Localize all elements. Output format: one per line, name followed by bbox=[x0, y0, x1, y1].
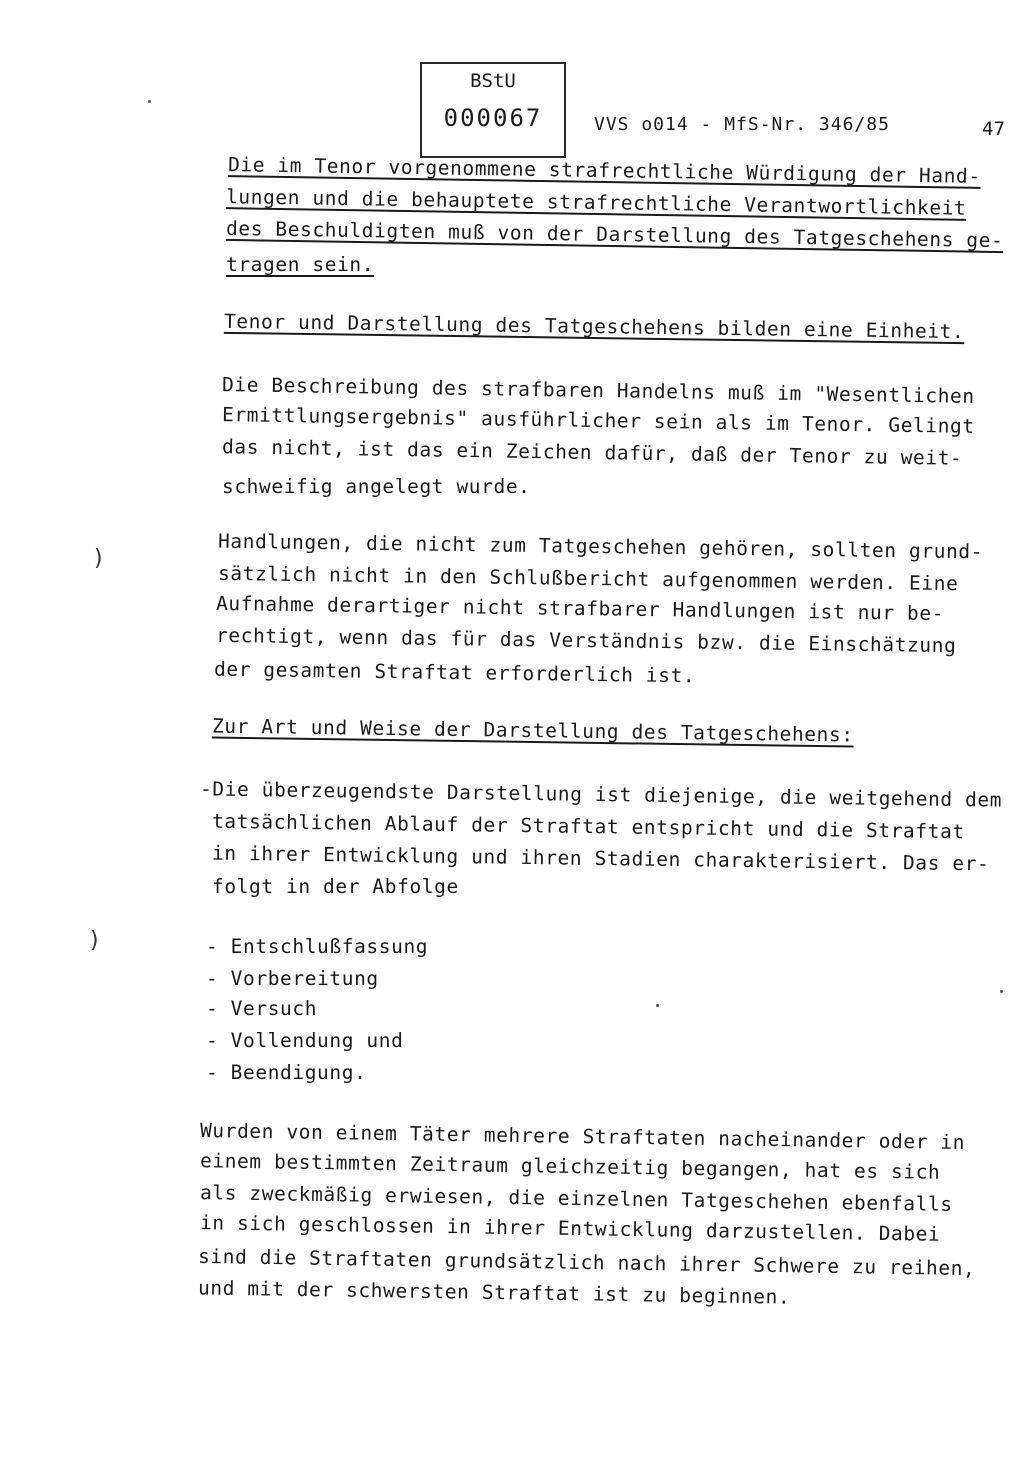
p5-line: sind die Straftaten grundsätzlich nach ihrer Schwere zu reihen, bbox=[197, 1244, 976, 1281]
p2-line: das nicht, ist das ein Zeichen dafür, daß der Tenor zu weit- bbox=[221, 435, 963, 470]
p3-line: sätzlich nicht in den Schlußbericht aufgenommen werden. Eine bbox=[217, 561, 959, 596]
p3-line: Aufnahme derartiger nicht strafbarer Handlungen ist nur be- bbox=[215, 591, 945, 626]
p1-line: lungen und die behauptete strafrechtliche Verantwortlichkeit bbox=[225, 185, 967, 220]
margin-bracket-mark: ) bbox=[92, 546, 106, 571]
p5-line: in sich geschlossen in ihrer Entwicklung darzustellen. Dabei bbox=[199, 1211, 941, 1246]
p1-line: tragen sein. bbox=[226, 253, 375, 276]
list-item: - Entschlußfassung bbox=[206, 935, 429, 958]
scan-speck bbox=[656, 1004, 659, 1007]
scan-speck bbox=[148, 100, 151, 103]
p4-line: in ihrer Entwicklung und ihren Stadien charakterisiert. Das er- bbox=[211, 841, 990, 876]
document-reference: VVS o014 - MfS-Nr. 346/85 bbox=[594, 114, 890, 135]
heading-tenor: Tenor und Darstellung des Tatgeschehens bilden eine Einheit. bbox=[223, 309, 965, 344]
p2-line: schweifig angelegt wurde. bbox=[222, 475, 531, 498]
p5-line: und mit der schwersten Straftat ist zu beginnen. bbox=[197, 1276, 791, 1309]
p2-line: Ermittlungsergebnis" ausführlicher sein als im Tenor. Gelingt bbox=[221, 403, 975, 438]
heading-darstellung: Zur Art und Weise der Darstellung des Tatgeschehens: bbox=[211, 714, 854, 747]
p5-line: als zweckmäßig erwiesen, die einzelnen Tatgeschehen ebenfalls bbox=[199, 1181, 953, 1216]
p4-line: -Die überzeugendste Darstellung ist diejenige, die weitgehend dem bbox=[199, 777, 1003, 812]
p3-line: Handlungen, die nicht zum Tatgeschehen gehören, sollten grund- bbox=[217, 529, 984, 564]
p4-line: folgt in der Abfolge bbox=[212, 875, 459, 898]
page-number: 47 bbox=[982, 118, 1005, 140]
p4-line: tatsächlichen Ablauf der Straftat entspricht und die Straftat bbox=[211, 809, 965, 844]
list-item: - Versuch bbox=[206, 997, 318, 1020]
p5-line: Wurden von einem Täter mehrere Straftaten nacheinander oder in bbox=[199, 1118, 966, 1155]
p5-line: einem bestimmten Zeitraum gleichzeitig begangen, hat es sich bbox=[199, 1149, 941, 1184]
list-item: - Beendigung. bbox=[206, 1061, 367, 1084]
list-item: - Vollendung und bbox=[206, 1029, 404, 1052]
margin-bracket-mark: ) bbox=[88, 928, 102, 953]
p1-line: des Beschuldigten muß von der Darstellung des Tatgeschehens ge- bbox=[225, 216, 1004, 253]
list-item: - Vorbereitung bbox=[206, 967, 379, 990]
stamp-org: BStU bbox=[470, 70, 516, 92]
stamp-number: 000067 bbox=[443, 104, 543, 132]
scan-speck bbox=[1000, 990, 1003, 993]
p3-line: rechtigt, wenn das für das Verständnis bzw. die Einschätzung bbox=[215, 623, 957, 658]
p2-line: Die Beschreibung des strafbaren Handelns muß im "Wesentlichen bbox=[221, 373, 975, 408]
archive-stamp bbox=[420, 62, 566, 158]
p1-line: Die im Tenor vorgenommene strafrechtliche Würdigung der Hand- bbox=[227, 153, 981, 188]
p3-line: der gesamten Straftat erforderlich ist. bbox=[213, 657, 696, 688]
